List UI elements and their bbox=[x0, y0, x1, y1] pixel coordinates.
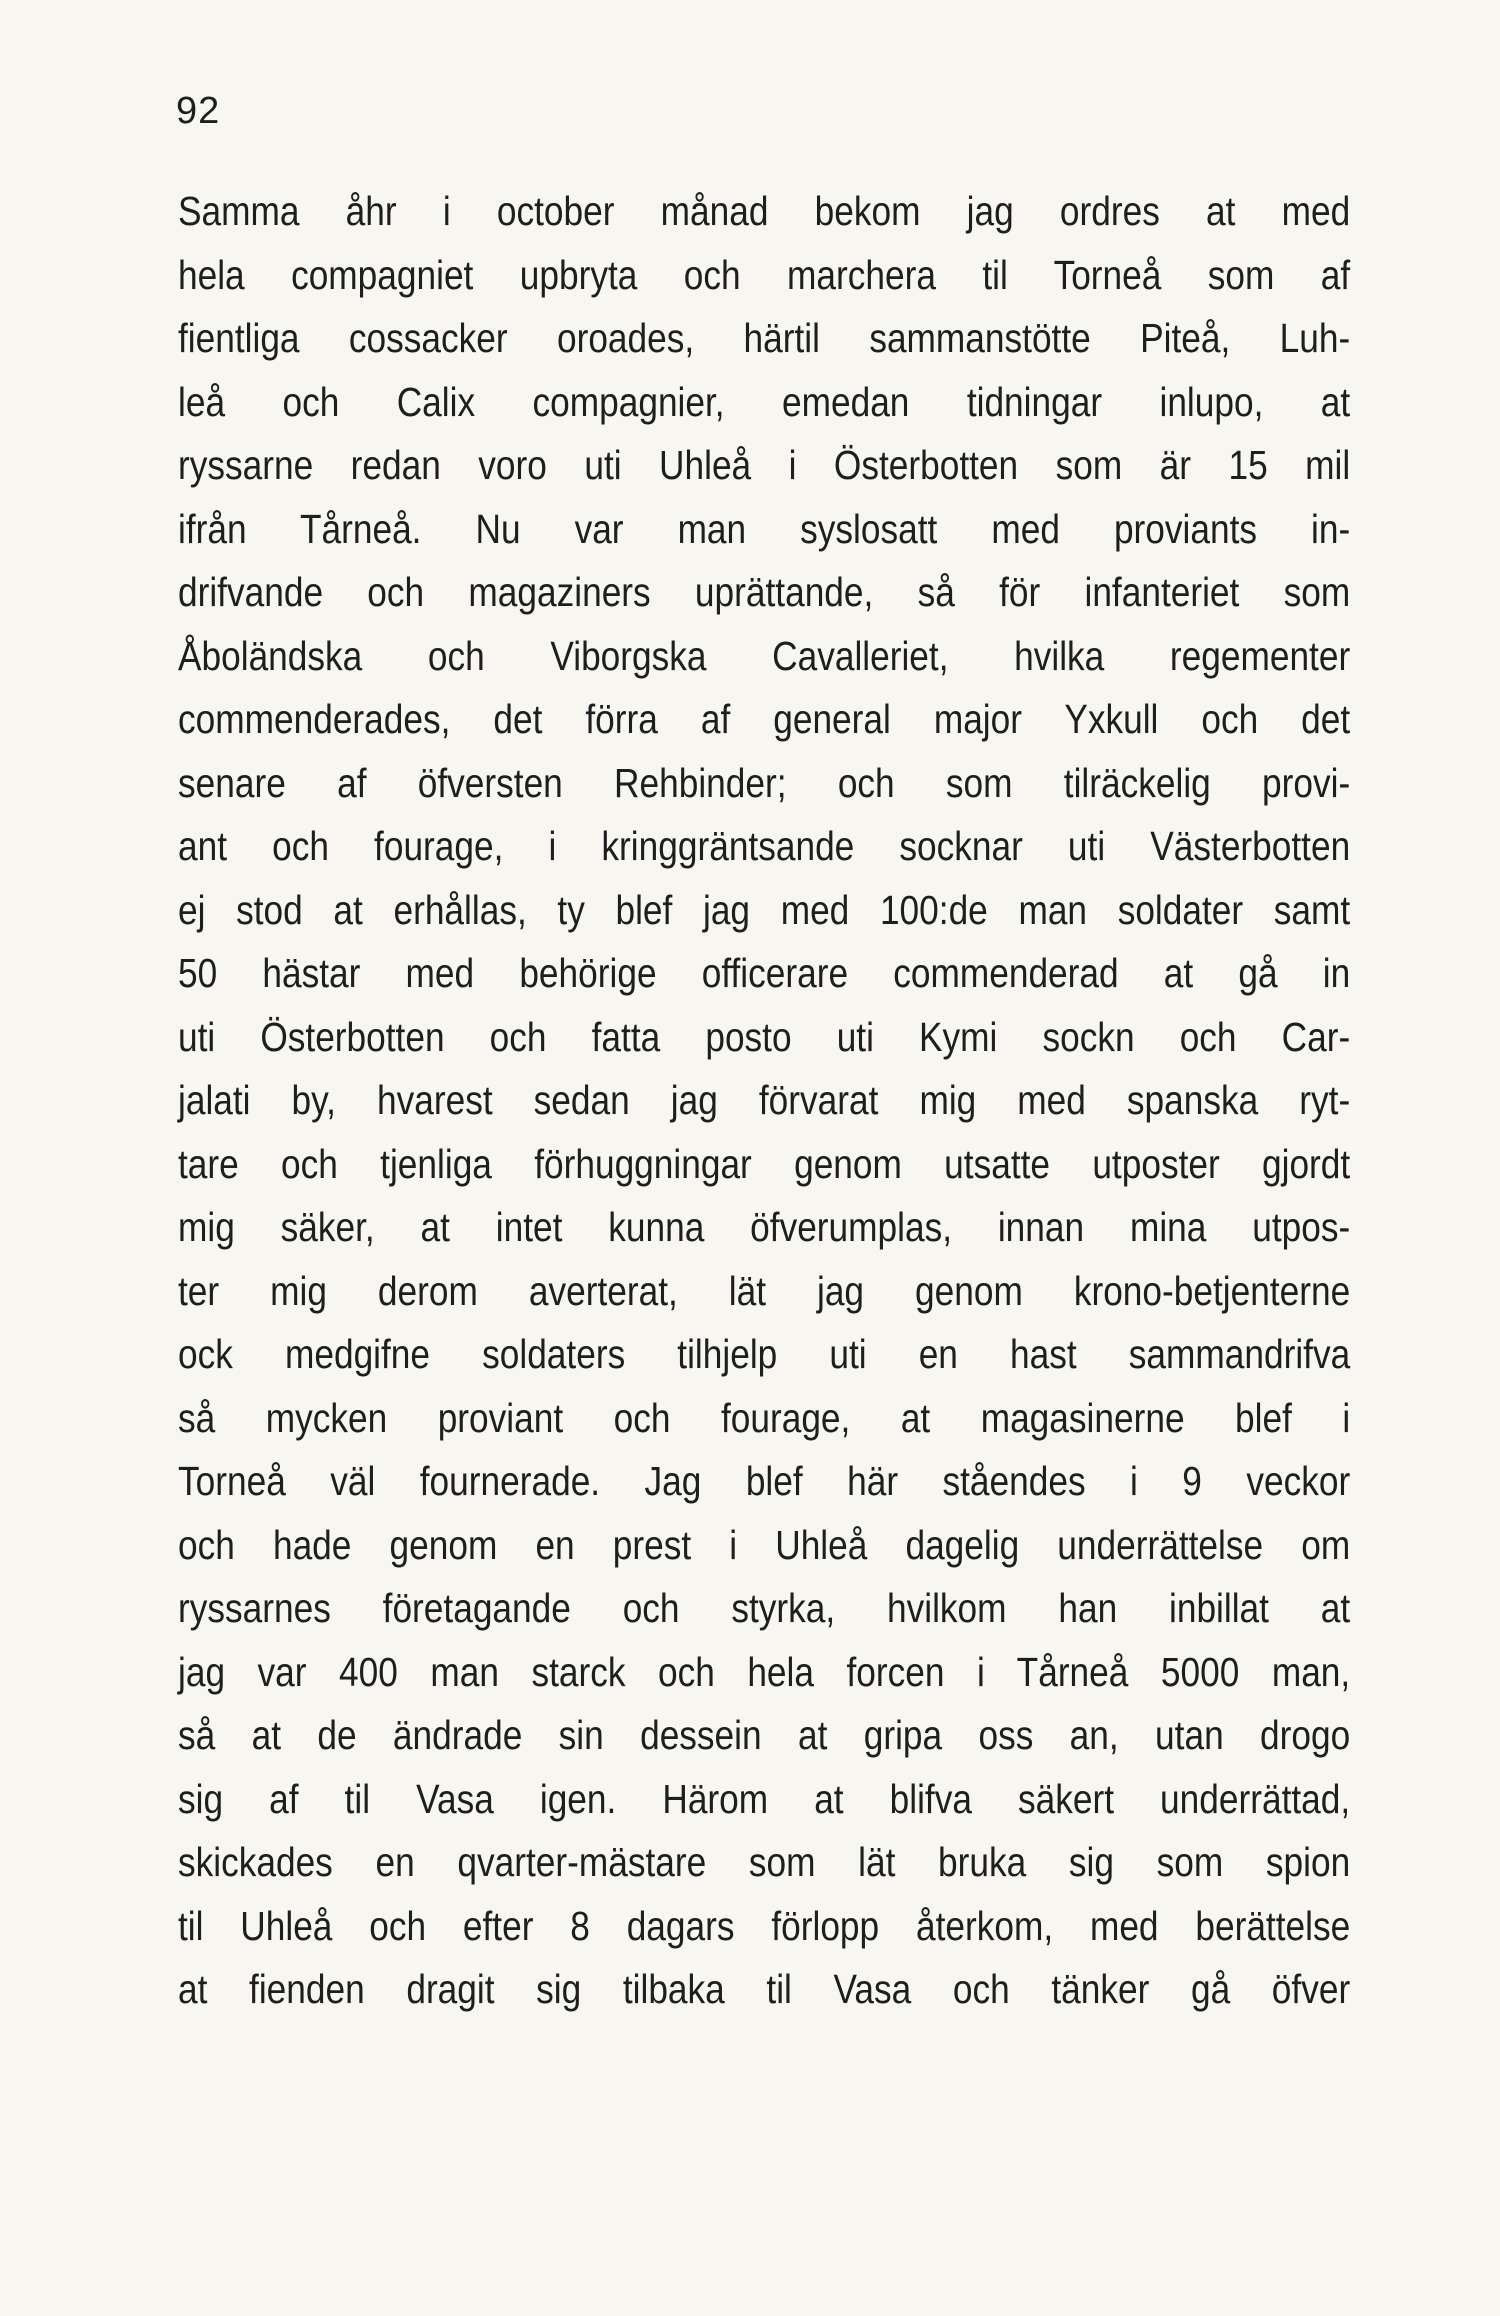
text-line: och hade genom en prest i Uhleå dagelig underrättelse om bbox=[178, 1521, 1351, 1568]
page-number: 92 bbox=[176, 90, 221, 132]
text-line: senare af öfversten Rehbinder; och som tilräckelig provi- bbox=[178, 759, 1351, 806]
text-line: drifvande och magaziners uprättande, så för infanteriet som bbox=[178, 569, 1351, 615]
text-line: ryssarne redan voro uti Uhleå i Österbotten som är 15 mil bbox=[178, 442, 1351, 488]
text-line: hela compagniet upbryta och marchera til Torneå som af bbox=[178, 251, 1351, 298]
text-line: Åboländska och Viborgska Cavalleriet, hvilka regementer bbox=[178, 632, 1351, 679]
text-line: jalati by, hvarest sedan jag förvarat mig med spanska ryt- bbox=[178, 1077, 1351, 1123]
text-line: så at de ändrade sin dessein at gripa oss an, utan drogo bbox=[178, 1712, 1351, 1758]
text-line: ant och fourage, i kringgräntsande socknar uti Västerbotten bbox=[178, 823, 1351, 869]
text-line: Samma åhr i october månad bekom jag ordres at med bbox=[178, 188, 1351, 234]
text-line: leå och Calix compagnier, emedan tidningar inlupo, at bbox=[178, 378, 1351, 425]
text-line: ock medgifne soldaters tilhjelp uti en hast sammandrifva bbox=[178, 1331, 1351, 1377]
text-line: skickades en qvarter-mästare som lät bruka sig som spion bbox=[178, 1839, 1351, 1885]
text-line: så mycken proviant och fourage, at magasinerne blef i bbox=[178, 1394, 1351, 1441]
text-line: uti Österbotten och fatta posto uti Kymi sockn och Car- bbox=[178, 1013, 1351, 1060]
text-line: ter mig derom averterat, lät jag genom krono-betjenterne bbox=[178, 1267, 1351, 1314]
text-line: ryssarnes företagande och styrka, hvilkom han inbillat at bbox=[178, 1585, 1351, 1631]
text-line: til Uhleå och efter 8 dagars förlopp återkom, med berättelse bbox=[178, 1902, 1351, 1949]
text-line: fientliga cossacker oroades, härtil sammanstötte Piteå, Luh- bbox=[178, 315, 1351, 361]
text-line: at fienden dragit sig tilbaka til Vasa och tänker gå öfver bbox=[178, 1966, 1351, 2012]
text-line: ifrån Tårneå. Nu var man syslosatt med proviants in- bbox=[178, 505, 1351, 552]
body-text bbox=[178, 180, 1350, 2022]
text-line: mig säker, at intet kunna öfverumplas, innan mina utpos- bbox=[178, 1204, 1351, 1250]
text-line: ej stod at erhållas, ty blef jag med 100:de man soldater samt bbox=[178, 886, 1351, 933]
text-line: jag var 400 man starck och hela forcen i Tårneå 5000 man, bbox=[178, 1648, 1351, 1695]
text-line: commenderades, det förra af general major Yxkull och det bbox=[178, 696, 1351, 742]
text-line: Torneå väl fournerade. Jag blef här ståendes i 9 veckor bbox=[178, 1458, 1351, 1504]
text-line: 50 hästar med behörige officerare commenderad at gå in bbox=[178, 950, 1351, 996]
text-line: tare och tjenliga förhuggningar genom utsatte utposter gjordt bbox=[178, 1140, 1351, 1187]
text-line: sig af til Vasa igen. Härom at blifva säkert underrättad, bbox=[178, 1775, 1351, 1822]
